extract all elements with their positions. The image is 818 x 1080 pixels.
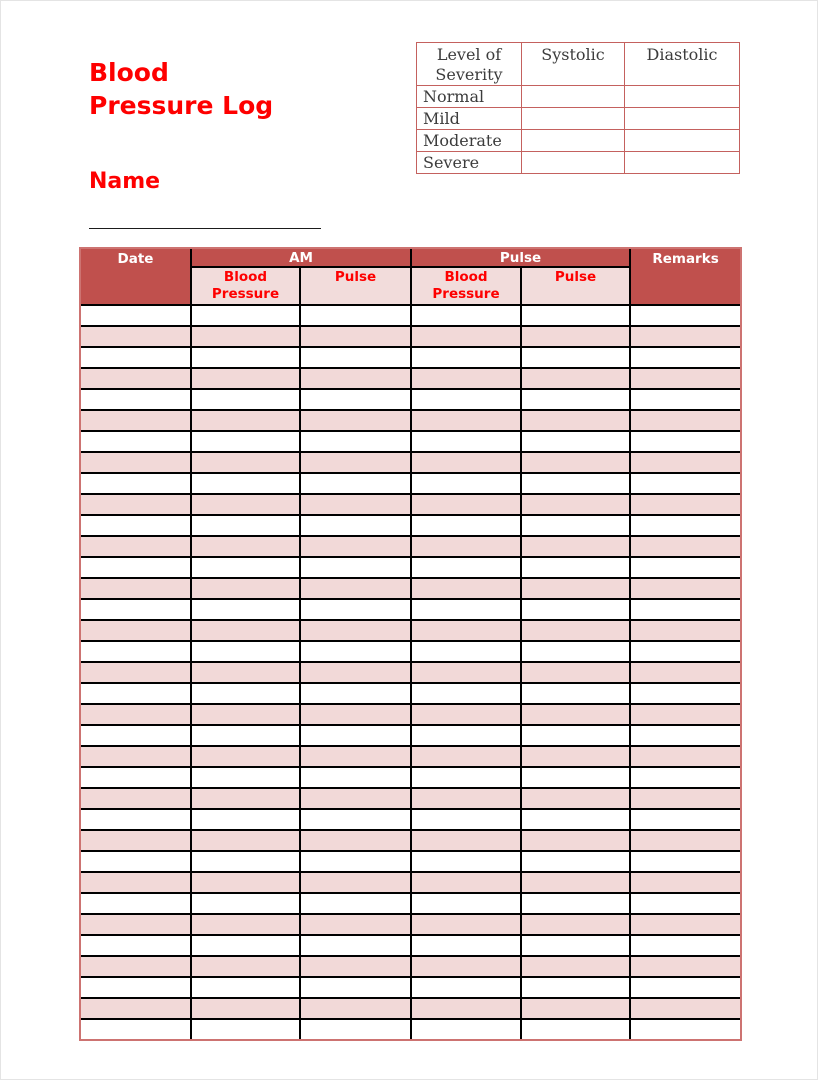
log-cell <box>521 683 630 704</box>
log-cell <box>300 452 411 473</box>
log-cell <box>521 872 630 893</box>
log-cell <box>191 473 300 494</box>
log-cell <box>191 515 300 536</box>
log-cell <box>300 368 411 389</box>
log-cell <box>521 662 630 683</box>
log-cell <box>630 851 740 872</box>
log-cell <box>411 998 521 1019</box>
log-row <box>81 515 740 536</box>
log-cell <box>300 578 411 599</box>
log-cell <box>630 683 740 704</box>
log-cell <box>191 935 300 956</box>
severity-value-cell <box>522 130 625 152</box>
severity-header-diastolic: Diastolic <box>625 43 740 86</box>
log-cell <box>630 410 740 431</box>
log-cell <box>630 578 740 599</box>
log-cell <box>521 704 630 725</box>
log-cell <box>521 830 630 851</box>
log-cell <box>300 494 411 515</box>
log-row <box>81 851 740 872</box>
log-cell <box>411 410 521 431</box>
log-row <box>81 431 740 452</box>
log-row <box>81 935 740 956</box>
log-subheader-pulse-pm: Pulse <box>521 267 630 305</box>
log-cell <box>300 515 411 536</box>
severity-row-severe <box>417 152 740 174</box>
log-cell <box>521 767 630 788</box>
log-row <box>81 620 740 641</box>
log-cell <box>630 914 740 935</box>
log-cell <box>411 326 521 347</box>
log-cell <box>300 704 411 725</box>
log-cell <box>300 305 411 326</box>
log-cell <box>300 557 411 578</box>
log-cell <box>191 788 300 809</box>
log-cell <box>411 641 521 662</box>
log-cell <box>191 1019 300 1039</box>
log-cell <box>411 389 521 410</box>
log-cell <box>81 893 191 914</box>
log-cell <box>630 746 740 767</box>
log-cell <box>411 557 521 578</box>
log-row <box>81 389 740 410</box>
name-fill-line <box>89 212 321 229</box>
log-cell <box>630 305 740 326</box>
log-cell <box>630 893 740 914</box>
log-cell <box>81 305 191 326</box>
log-cell <box>630 935 740 956</box>
log-table-wrapper <box>79 247 742 1041</box>
log-cell <box>191 893 300 914</box>
log-cell <box>300 788 411 809</box>
log-cell <box>191 872 300 893</box>
log-cell <box>630 725 740 746</box>
log-cell <box>521 389 630 410</box>
log-row <box>81 599 740 620</box>
log-cell <box>521 809 630 830</box>
log-cell <box>411 305 521 326</box>
log-header-remarks: Remarks <box>630 249 740 305</box>
log-cell <box>411 830 521 851</box>
log-cell <box>521 851 630 872</box>
document-title-line2: Pressure Log <box>89 91 274 120</box>
log-cell <box>191 347 300 368</box>
log-subheader-blood-pressure-am: Blood Pressure <box>191 267 300 305</box>
log-cell <box>411 536 521 557</box>
log-row <box>81 830 740 851</box>
log-row <box>81 683 740 704</box>
log-cell <box>300 599 411 620</box>
log-row <box>81 746 740 767</box>
log-cell <box>191 851 300 872</box>
log-cell <box>81 620 191 641</box>
severity-row-moderate <box>417 130 740 152</box>
log-header-am-group: AM <box>191 249 411 267</box>
log-cell <box>521 893 630 914</box>
log-cell <box>411 767 521 788</box>
log-cell <box>81 473 191 494</box>
log-cell <box>630 452 740 473</box>
log-cell <box>300 347 411 368</box>
log-cell <box>411 977 521 998</box>
log-cell <box>411 662 521 683</box>
log-cell <box>81 599 191 620</box>
log-cell <box>521 977 630 998</box>
log-cell <box>630 872 740 893</box>
log-cell <box>411 494 521 515</box>
log-row <box>81 872 740 893</box>
log-cell <box>300 1019 411 1039</box>
log-cell <box>191 557 300 578</box>
severity-header-level: Level of Severity <box>417 43 522 86</box>
log-cell <box>191 725 300 746</box>
log-table <box>81 249 740 1039</box>
log-cell <box>81 704 191 725</box>
log-cell <box>81 851 191 872</box>
severity-row-mild <box>417 108 740 130</box>
log-cell <box>300 725 411 746</box>
log-row <box>81 494 740 515</box>
log-cell <box>521 578 630 599</box>
log-cell <box>521 620 630 641</box>
log-cell <box>411 368 521 389</box>
log-cell <box>521 305 630 326</box>
log-cell <box>81 998 191 1019</box>
log-cell <box>191 683 300 704</box>
log-cell <box>191 578 300 599</box>
log-cell <box>411 935 521 956</box>
log-cell <box>191 620 300 641</box>
log-cell <box>630 788 740 809</box>
log-cell <box>81 746 191 767</box>
severity-level-label: Moderate <box>417 130 522 152</box>
log-cell <box>411 893 521 914</box>
log-cell <box>300 641 411 662</box>
log-subheader-blood-pressure-pm: Blood Pressure <box>411 267 521 305</box>
log-cell <box>630 389 740 410</box>
log-cell <box>300 746 411 767</box>
log-row <box>81 977 740 998</box>
log-cell <box>81 410 191 431</box>
log-header-row <box>81 249 740 267</box>
log-cell <box>81 809 191 830</box>
severity-header-systolic: Systolic <box>522 43 625 86</box>
log-cell <box>300 620 411 641</box>
log-cell <box>81 494 191 515</box>
log-cell <box>81 389 191 410</box>
severity-value-cell <box>625 108 740 130</box>
log-cell <box>521 347 630 368</box>
log-cell <box>521 998 630 1019</box>
log-row <box>81 914 740 935</box>
log-cell <box>81 662 191 683</box>
log-cell <box>630 977 740 998</box>
log-cell <box>521 725 630 746</box>
severity-row-normal <box>417 86 740 108</box>
log-cell <box>630 494 740 515</box>
log-cell <box>411 578 521 599</box>
severity-value-cell <box>522 86 625 108</box>
log-cell <box>191 536 300 557</box>
log-row <box>81 641 740 662</box>
log-cell <box>81 956 191 977</box>
log-cell <box>300 473 411 494</box>
log-cell <box>81 368 191 389</box>
log-cell <box>81 935 191 956</box>
name-label: Name <box>89 169 161 194</box>
log-cell <box>630 599 740 620</box>
log-row <box>81 326 740 347</box>
log-cell <box>81 515 191 536</box>
log-cell <box>521 410 630 431</box>
log-cell <box>521 914 630 935</box>
log-row <box>81 410 740 431</box>
log-row <box>81 1019 740 1039</box>
log-row <box>81 305 740 326</box>
log-cell <box>300 998 411 1019</box>
log-cell <box>521 452 630 473</box>
log-cell <box>521 599 630 620</box>
log-cell <box>630 368 740 389</box>
log-row <box>81 893 740 914</box>
log-cell <box>191 998 300 1019</box>
log-cell <box>81 872 191 893</box>
log-cell <box>191 452 300 473</box>
log-cell <box>411 851 521 872</box>
log-cell <box>411 515 521 536</box>
log-cell <box>300 830 411 851</box>
severity-value-cell <box>522 108 625 130</box>
log-cell <box>300 809 411 830</box>
log-cell <box>191 662 300 683</box>
log-cell <box>191 977 300 998</box>
log-cell <box>630 809 740 830</box>
log-cell <box>630 536 740 557</box>
log-cell <box>81 641 191 662</box>
severity-value-cell <box>625 152 740 174</box>
log-cell <box>411 725 521 746</box>
log-cell <box>81 452 191 473</box>
log-cell <box>300 536 411 557</box>
log-cell <box>191 305 300 326</box>
severity-table <box>416 42 740 174</box>
severity-level-label: Severe <box>417 152 522 174</box>
log-cell <box>81 683 191 704</box>
log-cell <box>521 431 630 452</box>
log-cell <box>300 410 411 431</box>
log-cell <box>630 326 740 347</box>
severity-value-cell <box>522 152 625 174</box>
log-cell <box>411 347 521 368</box>
log-cell <box>411 704 521 725</box>
log-cell <box>521 746 630 767</box>
document-title <box>89 56 273 122</box>
severity-header-row <box>417 43 740 86</box>
log-row <box>81 557 740 578</box>
log-cell <box>630 473 740 494</box>
log-cell <box>521 935 630 956</box>
log-cell <box>191 368 300 389</box>
log-cell <box>300 977 411 998</box>
log-row <box>81 725 740 746</box>
log-row <box>81 956 740 977</box>
log-cell <box>630 641 740 662</box>
log-header-pulse-group: Pulse <box>411 249 630 267</box>
log-cell <box>521 473 630 494</box>
log-cell <box>411 599 521 620</box>
log-cell <box>521 536 630 557</box>
log-cell <box>411 872 521 893</box>
log-cell <box>81 431 191 452</box>
log-cell <box>300 431 411 452</box>
log-row <box>81 788 740 809</box>
log-row <box>81 662 740 683</box>
log-cell <box>630 620 740 641</box>
log-cell <box>521 956 630 977</box>
log-cell <box>521 641 630 662</box>
log-cell <box>630 431 740 452</box>
log-cell <box>191 431 300 452</box>
log-cell <box>300 683 411 704</box>
log-cell <box>300 893 411 914</box>
log-subheader-pulse-am: Pulse <box>300 267 411 305</box>
log-cell <box>300 872 411 893</box>
log-cell <box>81 830 191 851</box>
log-cell <box>521 1019 630 1039</box>
log-cell <box>300 956 411 977</box>
log-cell <box>81 767 191 788</box>
severity-level-label: Mild <box>417 108 522 130</box>
log-header-date: Date <box>81 249 191 305</box>
log-cell <box>300 326 411 347</box>
log-cell <box>81 977 191 998</box>
log-cell <box>411 788 521 809</box>
log-cell <box>521 788 630 809</box>
log-cell <box>521 494 630 515</box>
log-cell <box>191 809 300 830</box>
severity-value-cell <box>625 130 740 152</box>
log-cell <box>300 851 411 872</box>
log-cell <box>81 914 191 935</box>
log-cell <box>411 809 521 830</box>
log-cell <box>411 683 521 704</box>
log-cell <box>630 1019 740 1039</box>
log-cell <box>81 725 191 746</box>
severity-value-cell <box>625 86 740 108</box>
log-cell <box>300 935 411 956</box>
log-row <box>81 767 740 788</box>
log-cell <box>411 620 521 641</box>
log-cell <box>630 998 740 1019</box>
log-row <box>81 536 740 557</box>
log-cell <box>521 557 630 578</box>
log-cell <box>411 1019 521 1039</box>
document-title-line1: Blood <box>89 58 169 87</box>
log-row <box>81 452 740 473</box>
log-cell <box>411 746 521 767</box>
log-cell <box>411 473 521 494</box>
log-cell <box>411 914 521 935</box>
log-cell <box>191 956 300 977</box>
log-cell <box>300 767 411 788</box>
log-cell <box>300 662 411 683</box>
log-cell <box>630 557 740 578</box>
log-row <box>81 998 740 1019</box>
log-cell <box>81 536 191 557</box>
severity-level-label: Normal <box>417 86 522 108</box>
log-row <box>81 704 740 725</box>
log-row <box>81 347 740 368</box>
log-cell <box>521 368 630 389</box>
log-cell <box>81 557 191 578</box>
log-cell <box>191 410 300 431</box>
log-cell <box>191 746 300 767</box>
log-cell <box>521 515 630 536</box>
log-cell <box>81 788 191 809</box>
log-row <box>81 809 740 830</box>
log-cell <box>300 914 411 935</box>
log-cell <box>81 326 191 347</box>
log-cell <box>411 431 521 452</box>
log-cell <box>630 704 740 725</box>
log-row <box>81 473 740 494</box>
log-cell <box>191 767 300 788</box>
log-cell <box>300 389 411 410</box>
log-cell <box>630 347 740 368</box>
log-cell <box>191 641 300 662</box>
log-cell <box>81 1019 191 1039</box>
log-cell <box>630 662 740 683</box>
log-cell <box>411 452 521 473</box>
log-cell <box>521 326 630 347</box>
log-cell <box>630 956 740 977</box>
log-cell <box>191 389 300 410</box>
log-cell <box>630 515 740 536</box>
log-cell <box>81 578 191 599</box>
log-cell <box>191 704 300 725</box>
log-cell <box>630 830 740 851</box>
log-cell <box>81 347 191 368</box>
log-cell <box>191 599 300 620</box>
log-cell <box>630 767 740 788</box>
log-row <box>81 368 740 389</box>
log-cell <box>411 956 521 977</box>
log-cell <box>191 326 300 347</box>
log-cell <box>191 830 300 851</box>
log-cell <box>191 914 300 935</box>
log-row <box>81 578 740 599</box>
log-cell <box>191 494 300 515</box>
